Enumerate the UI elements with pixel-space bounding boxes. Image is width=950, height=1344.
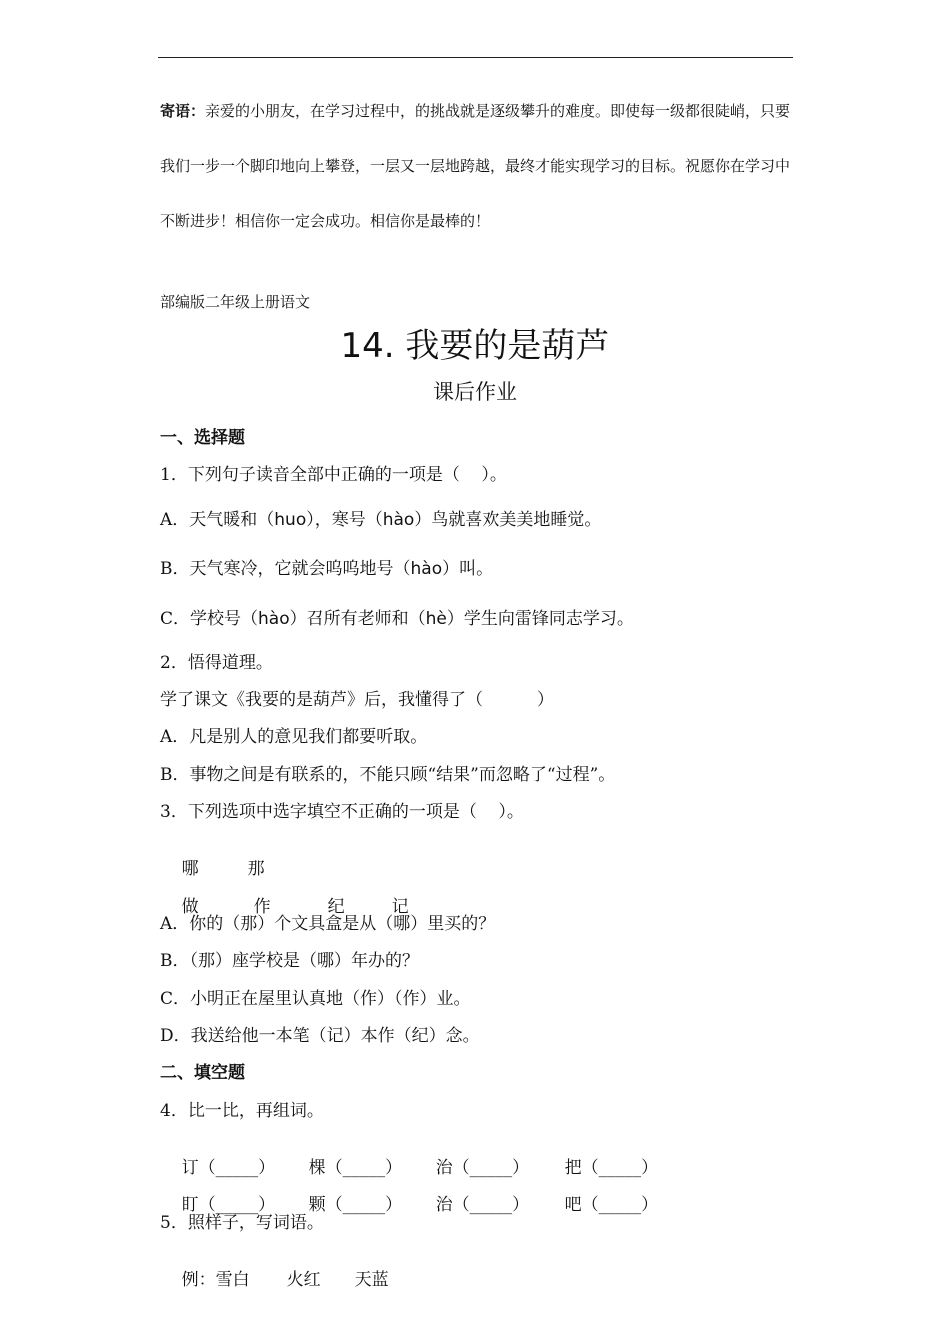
q5-example [160, 1245, 389, 1310]
q4-blank: 治（_____） [435, 1158, 530, 1178]
q3-char: 记 [391, 897, 409, 917]
q4-blank: 吧（_____） [564, 1195, 659, 1215]
q1-c-pre: C．学校号（ [160, 609, 259, 629]
q1-c-pinyin-1: hào [258, 609, 290, 629]
q4-blank: 治（_____） [435, 1195, 530, 1215]
q3-char: 作 [253, 897, 271, 917]
q2-prompt: 学了课文《我要的是葫芦》后，我懂得了（ ） [160, 690, 555, 710]
intro-paragraph [160, 84, 796, 249]
q4-blank: 把（_____） [564, 1158, 659, 1178]
q1-a-pinyin-2: hào [382, 510, 415, 530]
q1-a-post: ）鸟就喜欢美美地睡觉。 [414, 510, 602, 530]
q4-stem: 4．比一比，再组词。 [160, 1101, 324, 1121]
q1-c-mid: ）召所有老师和（ [289, 609, 426, 629]
q4-blank: 颗（_____） [308, 1195, 403, 1215]
section-choice-heading: 一、选择题 [160, 428, 245, 448]
q3-char: 那 [247, 859, 265, 879]
q2-option-b: B．事物之间是有联系的，不能只顾“结果”而忽略了“过程”。 [160, 765, 616, 785]
q2-stem: 2．悟得道理。 [160, 653, 273, 673]
q1-b-pinyin: hào [410, 559, 443, 579]
q3-option-a: A．你的（那）个文具盒是从（哪）里买的？ [160, 914, 496, 934]
intro-label: 寄语： [160, 102, 206, 120]
header-rule [158, 57, 793, 58]
q1-c-pinyin-2: hè [425, 609, 447, 629]
q5-example-word: 火红 [286, 1270, 321, 1290]
q3-char: 哪 [181, 859, 199, 879]
q1-option-c [160, 604, 634, 629]
q1-c-post: ）学生向雷锋同志学习。 [446, 609, 634, 629]
q4-blank: 订（_____） [181, 1158, 276, 1178]
section-fill-heading: 二、填空题 [160, 1063, 245, 1083]
q1-option-a [160, 505, 601, 530]
q3-char: 做 [181, 897, 199, 917]
q3-option-d: D．我送给他一本笔（记）本作（纪）念。 [160, 1026, 480, 1046]
q1-stem: 1．下列句子读音全部中正确的一项是（ ）。 [160, 465, 507, 485]
q1-a-pinyin-1: huo [274, 510, 307, 530]
q4-blank: 棵（_____） [308, 1158, 403, 1178]
q1-a-pre: A．天气暖和（ [160, 510, 275, 530]
page-title: 14. 我要的是葫芦 [340, 326, 610, 366]
q4-blank: 盯（_____） [181, 1195, 276, 1215]
q1-option-b [160, 554, 493, 579]
q2-option-a: A．凡是别人的意见我们都要听取。 [160, 727, 428, 747]
intro-text: 亲爱的小朋友，在学习过程中，的挑战就是逐级攀升的难度。即使每一级都很陡峭，只要我们一步一个脚印地向上攀登，一层又一层地跨越，最终才能实现学习的目标。祝愿你在学习中不断进步！相信你一定会成功。相信你是最棒的！ [160, 102, 791, 230]
q1-b-pre: B．天气寒冷，它就会呜呜地号（ [160, 559, 411, 579]
q1-b-post: ）叫。 [442, 559, 494, 579]
q3-option-b: B．（那）座学校是（哪）年办的？ [160, 951, 419, 971]
q3-char: 纪 [327, 897, 345, 917]
q5-example-word: 例：雪白 [181, 1270, 250, 1290]
page-subtitle: 课后作业 [433, 380, 517, 404]
textbook-label: 部编版二年级上册语文 [160, 293, 311, 311]
q5-example-word: 天蓝 [354, 1270, 389, 1290]
q3-option-c: C．小明正在屋里认真地（作）（作）业。 [160, 989, 471, 1009]
q3-stem: 3．下列选项中选字填空不正确的一项是（ ）。 [160, 802, 524, 822]
q5-stem: 5．照样子，写词语。 [160, 1213, 324, 1233]
q1-a-mid: ），寒号（ [306, 510, 383, 530]
